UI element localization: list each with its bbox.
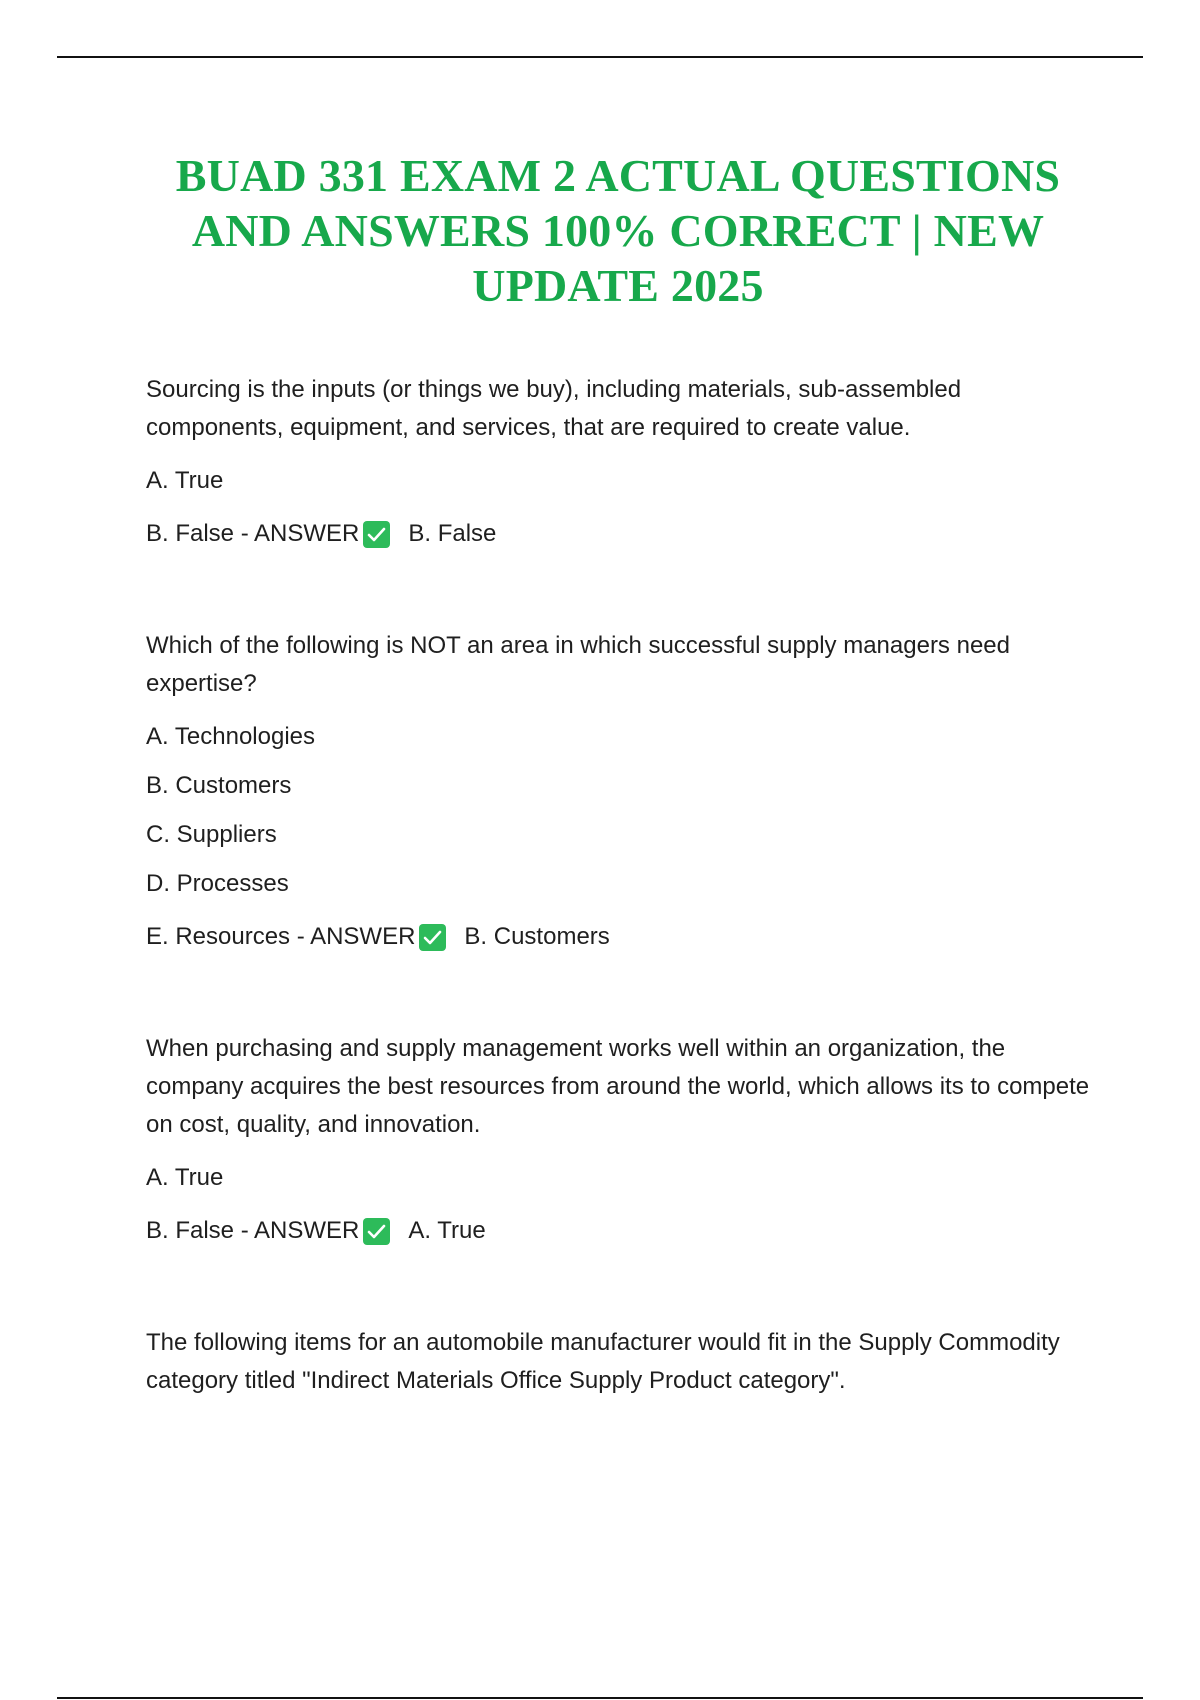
question-4 — [146, 1324, 1096, 1400]
answer-line — [146, 1216, 1096, 1246]
last-option: B. False - ANSWER — [146, 1217, 360, 1244]
top-rule — [57, 56, 1143, 58]
correct-answer: B. Customers — [464, 923, 610, 950]
last-option: E. Resources - ANSWER — [146, 923, 416, 950]
question-3 — [146, 1030, 1096, 1246]
correct-answer: B. False — [408, 520, 497, 547]
option-c: C. Suppliers — [146, 821, 277, 848]
option-b: B. Customers — [146, 772, 292, 799]
option-a: A. True — [146, 467, 224, 494]
question-2 — [146, 627, 1096, 952]
question-1 — [146, 371, 1096, 549]
question-text: Which of the following is NOT an area in which successful supply managers need expertise? — [146, 632, 1010, 697]
question-text: Sourcing is the inputs (or things we buy), including materials, sub-assembled components, equipment, and services, that are required to create value. — [146, 376, 962, 441]
document-body — [146, 371, 1096, 1400]
question-text: The following items for an automobile manufacturer would fit in the Supply Commodity category titled "Indirect Materials Office Supply Product category". — [146, 1329, 1060, 1394]
correct-answer: A. True — [408, 1217, 486, 1244]
document-title: BUAD 331 EXAM 2 ACTUAL QUESTIONS AND ANSWERS 100% CORRECT | NEW UPDATE 2025 — [175, 150, 1061, 311]
check-icon — [363, 1218, 390, 1245]
option-d: D. Processes — [146, 870, 289, 897]
answer-line — [146, 519, 1096, 549]
last-option: B. False - ANSWER — [146, 520, 360, 547]
bottom-rule — [57, 1697, 1143, 1699]
check-icon — [419, 924, 446, 951]
check-icon — [363, 521, 390, 548]
option-a: A. True — [146, 1164, 224, 1191]
option-a: A. Technologies — [146, 723, 316, 750]
answer-line — [146, 922, 1096, 952]
question-text: When purchasing and supply management works well within an organization, the company acquires the best resources from around the world, which allows its to compete on cost, quality, and innovation. — [146, 1035, 1090, 1138]
